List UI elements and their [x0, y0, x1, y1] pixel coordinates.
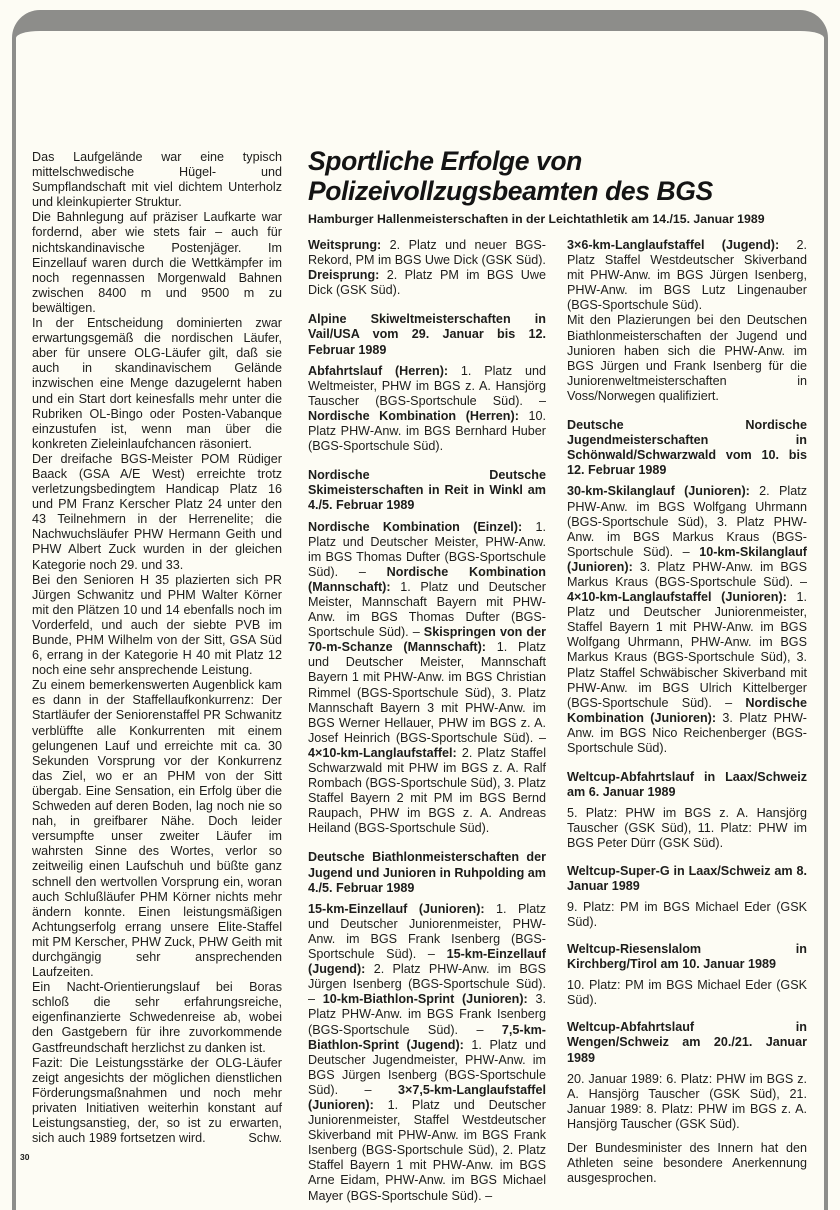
- author-signature: Schw.: [248, 1131, 282, 1146]
- event-label: 7,5-km-Biathlon-Sprint (Jugend):: [308, 1022, 546, 1052]
- event-text: 3. Platz PHW-Anw. im BGS Nico Reichenberger (BGS-Sportschule Süd).: [567, 710, 807, 755]
- section-heading-hamburg: Hamburger Hallenmeisterschaften in der Leichtathletik am 14./15. Januar 1989: [308, 212, 765, 226]
- result-entry: 20. Januar 1989: 6. Platz: PHW im BGS z. A. Hansjörg Tauscher (GSK Süd), 21. Januar 1989: 8. Platz: PHW im BGS z. A. Hansjörg Tauscher (GSK Süd).: [567, 1071, 807, 1131]
- event-label: 4×10-km-Langlaufstaffel (Junioren):: [567, 590, 787, 605]
- event-text: 1. Platz und Deutscher Juniorenmeister, Staffel Bayern 1 mit PHW-Anw. im BGS Wolfgang Uhrmann, PHW-Anw. im BGS Markus Kraus (BGS-Sportschule Süd), 3. Platz Staffel Schwäbischer Skiverband mit PHW-Anw. im BGS Ulrich Kittelberger (BGS-Sportschule Süd). –: [567, 590, 807, 710]
- left-column: [32, 150, 282, 1146]
- result-entry: [308, 902, 546, 1204]
- event-label: 10-km-Biathlon-Sprint (Junioren):: [322, 992, 528, 1007]
- section-heading-wengen: Weltcup-Abfahrtslauf in Wengen/Schweiz am 20./21. Januar 1989: [567, 1020, 807, 1065]
- event-label: Nordische Kombination (Einzel):: [308, 519, 523, 534]
- qualification-note: Mit den Plazierungen bei den Deutschen Biathlonmeisterschaften der Jugend und Junioren haben sich die PHW-Anw. im BGS Jürgen und Frank Isenberg für die Juniorenweltmeisterschaften in Voss/Norwegen qualifiziert.: [567, 313, 807, 403]
- event-text: 2. Platz PHW-Anw. im BGS Jürgen Isenberg (BGS-Sportschule Süd). –: [308, 962, 546, 1007]
- event-text: 1. Platz und Deutscher Juniorenmeister, Staffel Westdeutscher Skiverband mit PHW-Anw. im BGS Frank Isenberg (BGS-Sportschule Süd), 2. Platz Staffel Bayern 1 mit PHW-Anw. im BGS Arne Eidam, PHW-Anw. im BGS Michael Mayer (BGS-Sportschule Süd). –: [308, 1097, 546, 1203]
- event-text: 1. Platz und Deutscher Meister, Mannschaft Bayern 1 mit PHW-Anw. im BGS Christian Rimmel (BGS-Sportschule Süd), 3. Platz Mannschaft Bayern 3 mit PHW-Anw. im BGS Werner Hellauer, PHW im BGS z. A. Josef Heinrich (BGS-Sportschule Süd). –: [308, 640, 546, 745]
- event-label: Nordische Kombination (Mannschaft):: [308, 564, 546, 594]
- event-label: Nordische Kombination (Junioren):: [567, 695, 807, 725]
- section-heading-schoenwald: Deutsche Nordische Jugendmeisterschaften in Schönwald/Schwarzwald vom 10. bis 12. Februar 1989: [567, 418, 807, 478]
- closing-statement: Der Bundesminister des Innern hat den Athleten seine besondere Anerkennung ausgesprochen.: [567, 1140, 807, 1186]
- event-label: 4×10-km-Langlaufstaffel:: [308, 745, 457, 760]
- section-heading-reit: Nordische Deutsche Skimeisterschaften in Reit in Winkl am 4./5. Februar 1989: [308, 468, 546, 513]
- event-text: 1. Platz und Deutscher Meister, PHW-Anw. im BGS Thomas Dufter (BGS-Sportschule Süd). –: [308, 519, 546, 579]
- section-heading-kirchberg: Weltcup-Riesenslalom in Kirchberg/Tirol am 10. Januar 1989: [567, 941, 807, 972]
- event-text: 1. Platz und Deutscher Juniorenmeister, PHW-Anw. im BGS Frank Isenberg (BGS-Sportschule Süd). –: [308, 901, 546, 962]
- event-text: 2. Platz und neuer BGS-Rekord, PM im BGS Uwe Dick (GSK Süd).: [308, 238, 546, 268]
- paragraph: Ein Nacht-Orientierungslauf bei Boras schloß die sehr erfahrungsreiche, eigenfinanzierte Schwedenreise ab, wobei den Gastgebern für ihre zuvorkommende Gastfreundschaft herzlichst zu danken ist.: [32, 980, 282, 1055]
- result-entry: [308, 520, 546, 837]
- page-number: 30: [20, 1152, 30, 1162]
- event-text: 3. Platz PHW-Anw. im BGS Frank Isenberg (BGS-Sportschule Süd). –: [308, 992, 546, 1037]
- result-entry: 5. Platz: PHW im BGS z. A. Hansjörg Tauscher (GSK Süd), 11. Platz: PHW im BGS Peter Dürr (GSK Süd).: [567, 806, 807, 851]
- paragraph-text: Fazit: Die Leistungsstärke der OLG-Läufer zeigt angesichts der möglichen dienstlichen Förderungsmaßnahmen und noch mehr privaten Initiativen weiterhin konstant auf Leistungsanstieg, der, so ist zu erwarten, sich auch 1989 fortsetzen wird.: [32, 1055, 282, 1146]
- event-text: 2. Platz Staffel Schwarzwald mit PHW im BGS z. A. Ralf Rombach (BGS-Sportschule Süd), 3. Platz Staffel Bayern 2 mit PM im BGS Bernd Raupach, PHW im BGS z. A. Andreas Heiland (BGS-Sportschule Süd).: [308, 745, 546, 836]
- event-label: 10-km-Skilanglauf (Junioren):: [567, 544, 807, 574]
- paragraph: Bei den Senioren H 35 plazierten sich PR Jürgen Schwanitz und PHM Walter Körner mit den Plätzen 10 und 14 ebenfalls noch im Vorderfeld, und auch der siebte PVB im Bunde, PHM Wilhelm von der Sitt, GSA Süd 6, errang in der Kategorie H 40 mit Platz 12 noch eine sehr ansprechende Leistung.: [32, 572, 282, 678]
- paragraph-last: [32, 1056, 282, 1147]
- section-heading-vail: Alpine Skiweltmeisterschaften in Vail/USA vom 29. Januar bis 12. Februar 1989: [308, 312, 546, 357]
- section-heading-ruhpolding: Deutsche Biathlonmeisterschaften der Jugend und Junioren in Ruhpolding am 4./5. Februar 1989: [308, 850, 546, 895]
- event-label: Weitsprung:: [308, 238, 382, 252]
- event-text: 10. Platz PHW-Anw. im BGS Bernhard Huber (BGS-Sportschule Süd).: [308, 408, 547, 454]
- middle-column: [308, 238, 546, 1204]
- section-heading-laax-abfahrt: Weltcup-Abfahrtslauf in Laax/Schweiz am 6. Januar 1989: [567, 770, 807, 800]
- event-label: Abfahrtslauf (Herren):: [308, 363, 449, 378]
- event-label: 3×7,5-km-Langlaufstaffel (Junioren):: [308, 1082, 546, 1112]
- paragraph: Das Laufgelände war eine typisch mittelschwedische Hügel- und Sumpflandschaft mit viel dichtem Unterholz und kleinkupierter Struktur.: [32, 150, 282, 210]
- event-label: 15-km-Einzellauf (Jugend):: [308, 947, 546, 977]
- paragraph: Zu einem bemerkenswerten Augenblick kam es dann in der Staffellaufkonkurrenz: Der Startläufer der Seniorenstaffel PR Schwanitz verblüffte alle Konkurrenten mit einem gelungenen Lauf und erreichte mit ca. 30 Sekunden Vorsprung vor der Konkurrenz das Ziel, wo er an PHM von der Sitt übergab. Eine Sensation, ein Erfolg über die Schweden auf deren Boden, lag noch nie so nah, in greifbarer Nähe. Doch leider versumpfte unser zweiter Läufer im wahrsten Sinne des Wortes, verlor so zeitweilig einen Laufschuh und büßte ganz schnell den wertvollen Vorsprung ein, woran auch Schlußläufer PHM Körner nichts mehr ändern konnte. Einen leistungsmäßigen Achtungserfolg errang unsere Elite-Staffel mit PM Kerscher, PHW Zuck, PHW Geith mit durchgängig sehr ansprechenden Laufzeiten.: [32, 678, 282, 980]
- event-label: Dreisprung:: [308, 268, 380, 283]
- event-text: 1. Platz und Deutscher Meister, Mannschaft Bayern mit PHW-Anw. im BGS Thomas Dufter (BGS-Sportschule Süd). –: [308, 579, 546, 640]
- event-label: Nordische Kombination (Herren):: [308, 408, 519, 423]
- event-text: 2. Platz PHW-Anw. im BGS Wolfgang Uhrmann (BGS-Sportschule Süd), 3. Platz PHW-Anw. im BGS Markus Kraus (BGS-Sportschule Süd). –: [567, 484, 807, 559]
- event-label: 3×6-km-Langlaufstaffel (Jugend):: [567, 238, 780, 252]
- result-entry: [308, 238, 546, 268]
- paragraph: Der dreifache BGS-Meister POM Rüdiger Baack (GSA A/E West) erreichte trotz verletzungsbedingtem Handicap Platz 16 und PM Franz Kerscher Platz 24 unter den 43 Teilnehmern in der Herrenelite; die Nachwuchsläufer PHW Hermann Geith und PHW Albert Zuck wurden in der gleichen Kategorie noch 29. und 33.: [32, 451, 282, 572]
- result-entry: 9. Platz: PM im BGS Michael Eder (GSK Süd).: [567, 899, 807, 929]
- result-entry: [567, 484, 807, 756]
- title-line-1: Sportliche Erfolge von: [308, 146, 582, 176]
- title-line-2: Polizeivollzugsbeamten des BGS: [308, 176, 713, 206]
- paragraph: Die Bahnlegung auf präziser Laufkarte war fordernd, aber wie stets fair – auch für nichtskandinavische Postenjäger. Im Einzellauf waren durch die Wettkämpfer im noch regennassen Morgenwald Bahnen zwischen 8400 m und 9500 m zu bewältigen.: [32, 210, 282, 315]
- event-text: 1. Platz und Weltmeister, PHW im BGS z. A. Hansjörg Tauscher (BGS-Sportschule Süd). –: [308, 363, 546, 408]
- article-title: [308, 146, 808, 206]
- event-label: 30-km-Skilanglauf (Junioren):: [567, 484, 750, 499]
- right-column: [567, 238, 807, 1186]
- event-label: 15-km-Einzellauf (Junioren):: [308, 901, 485, 916]
- section-heading-laax-superg: Weltcup-Super-G in Laax/Schweiz am 8. Januar 1989: [567, 863, 807, 893]
- event-text: 1. Platz und Deutscher Jugendmeister, PHW-Anw. im BGS Jürgen Isenberg (BGS-Sportschule Süd). –: [308, 1037, 546, 1097]
- paragraph: In der Entscheidung dominierten zwar erwartungsgemäß die nordischen Läufer, aber für unsere OLG-Läufer gilt, daß sie auch in skandinavischem Gelände inzwischen eine Menge dazugelernt haben und ein Start dort keinesfalls mehr unter die Rubriken OL-Bingo oder Posten-Vabanque einzustufen ist, wenn man über die konkreten Zieleinlaufchancen räsoniert.: [32, 316, 282, 451]
- result-entry: [308, 268, 546, 298]
- event-text: 3. Platz PHW-Anw. im BGS Markus Kraus (BGS-Sportschule Süd). –: [567, 559, 807, 589]
- event-label: Skispringen von der 70-m-Schanze (Mannschaft):: [308, 625, 546, 655]
- result-entry: 10. Platz: PM im BGS Michael Eder (GSK Süd).: [567, 978, 807, 1008]
- event-text: 2. Platz Staffel Westdeutscher Skiverband mit PHW-Anw. im BGS Jürgen Isenberg, PHW-Anw. im BGS Lutz Lingenauber (BGS-Sportschule Süd).: [567, 238, 807, 313]
- result-entry: [308, 364, 546, 455]
- event-text: 2. Platz PM im BGS Uwe Dick (GSK Süd).: [308, 268, 546, 298]
- result-entry-continued: [567, 238, 807, 313]
